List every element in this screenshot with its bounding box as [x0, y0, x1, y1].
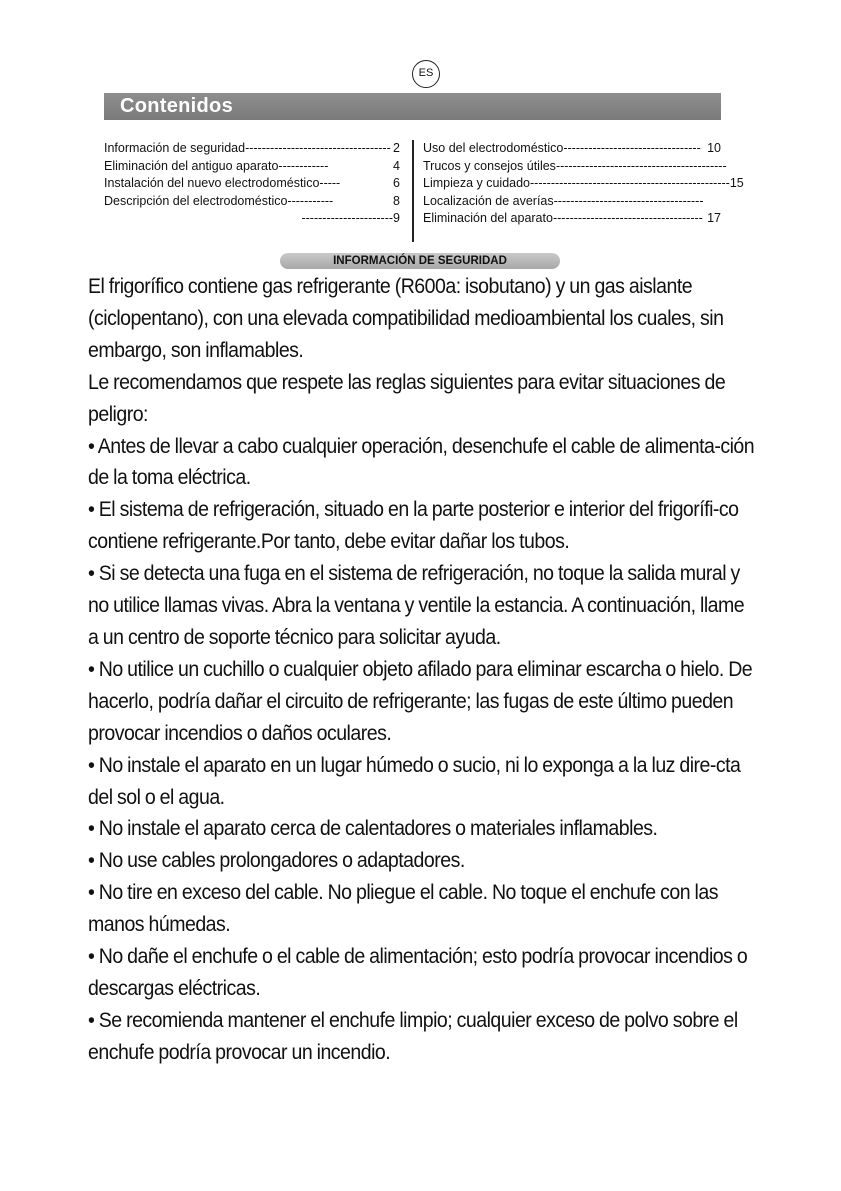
bullet-paragraph: • No use cables prolongadores o adaptadores. — [88, 849, 465, 873]
section-heading-safety: INFORMACIÓN DE SEGURIDAD — [280, 253, 560, 269]
bullet-paragraph: • No utilice un cuchillo o cualquier objeto afilado para eliminar escarcha o hielo. De hacerlo, podría dañar el circuito de refrigerante; las fugas de este último pueden provocar incendios o daños oculares. — [88, 657, 753, 745]
toc-entry — [423, 158, 727, 176]
toc-entry — [104, 175, 400, 193]
contents-header: Contenidos — [104, 93, 721, 120]
bullet-paragraph: • No instale el aparato cerca de calentadores o materiales inflamables. — [88, 817, 658, 841]
toc-entry-title: Limpieza y cuidado — [423, 176, 531, 191]
toc-leader: ----------------------------------- — [245, 141, 391, 155]
paragraph: El frigorífico contiene gas refrigerante (R600a: isobutano) y un gas aislante (ciclopentano), con una elevada compatibilidad medioambiental los cuales, sin embargo, son inflamables. — [88, 275, 724, 362]
toc-leader: ------------------------------------------------ — [530, 176, 730, 191]
bullet-paragraph: • Antes de llevar a cabo cualquier operación, desenchufe el cable de alimenta-ción de la toma eléctrica. — [88, 434, 755, 490]
toc-entry — [104, 210, 400, 228]
toc-left-column — [104, 140, 400, 228]
bullet-paragraph: • No dañe el enchufe o el cable de alimentación; esto podría provocar incendios o descargas eléctricas. — [88, 945, 748, 1000]
bullet-paragraph: • No tire en exceso del cable. No pliegue el cable. No toque el enchufe con las manos húmedas. — [88, 881, 718, 937]
toc-entry-title: Instalación del nuevo electrodoméstico — [104, 176, 320, 191]
toc-leader: --------------------------------- — [563, 141, 701, 155]
safety-body-text — [88, 271, 755, 1069]
toc-entry — [423, 193, 721, 211]
toc-entry-page: 9 — [393, 211, 400, 226]
toc-entry-title: Eliminación del antiguo aparato — [104, 158, 279, 173]
toc-leader: ------------------------------------ — [553, 193, 704, 208]
toc-leader: ----------------------------------------- — [555, 158, 727, 173]
bullet-paragraph: • Si se detecta una fuga en el sistema de refrigeración, no toque la salida mural y no utilice llamas vivas. Abra la ventana y ventile la estancia. A continuación, llame a un centro de soporte técnico para solicitar ayuda. — [88, 562, 745, 649]
toc-entry-title: Trucos y consejos útiles — [423, 158, 556, 173]
toc-entry-page: 17 — [707, 211, 721, 226]
bullet-paragraph: • Se recomienda mantener el enchufe limpio; cualquier exceso de polvo sobre el enchufe podría provocar un incendio. — [88, 1008, 738, 1064]
toc-entry — [423, 140, 721, 158]
toc-entry — [104, 140, 400, 158]
toc-entry-page: 8 — [393, 193, 400, 208]
toc-entry-title: Uso del electrodoméstico — [423, 141, 564, 155]
toc-entry — [423, 210, 721, 228]
bullet-paragraph: • El sistema de refrigeración, situado en la parte posterior e interior del frigorífi-co contiene refrigerante.Por tanto, debe evitar dañar los tubos. — [88, 498, 739, 554]
toc-entry — [104, 158, 400, 176]
toc-leader: ----- — [319, 176, 341, 191]
toc-entry-page: 4 — [393, 158, 400, 173]
paragraph: Le recomendamos que respete las reglas siguientes para evitar situaciones de peligro: — [88, 370, 726, 426]
toc-entry-title: Información de seguridad — [104, 141, 246, 155]
toc-entry-page: 2 — [393, 141, 400, 155]
toc-leader: ------------ — [278, 158, 329, 173]
toc-leader: ---------------------- — [301, 211, 394, 226]
toc-leader: ----------- — [287, 193, 334, 208]
toc-divider — [412, 140, 414, 242]
toc-entry-title: Eliminación del aparato — [423, 211, 553, 226]
toc-entry-title: Localización de averías — [423, 193, 554, 208]
language-badge: ES — [412, 60, 440, 88]
toc-entry — [423, 175, 744, 193]
bullet-paragraph: • No instale el aparato en un lugar húmedo o sucio, ni lo exponga a la luz dire-cta del sol o el agua. — [88, 753, 741, 809]
toc-leader: ------------------------------------ — [552, 211, 703, 226]
toc-entry-page: 10 — [707, 141, 721, 155]
toc-entry-page: 15 — [729, 176, 744, 191]
toc-entry — [104, 193, 400, 211]
toc-right-column — [423, 140, 744, 228]
toc-entry-title: Descripción del electrodoméstico — [104, 193, 288, 208]
toc-entry-page: 6 — [393, 176, 400, 191]
